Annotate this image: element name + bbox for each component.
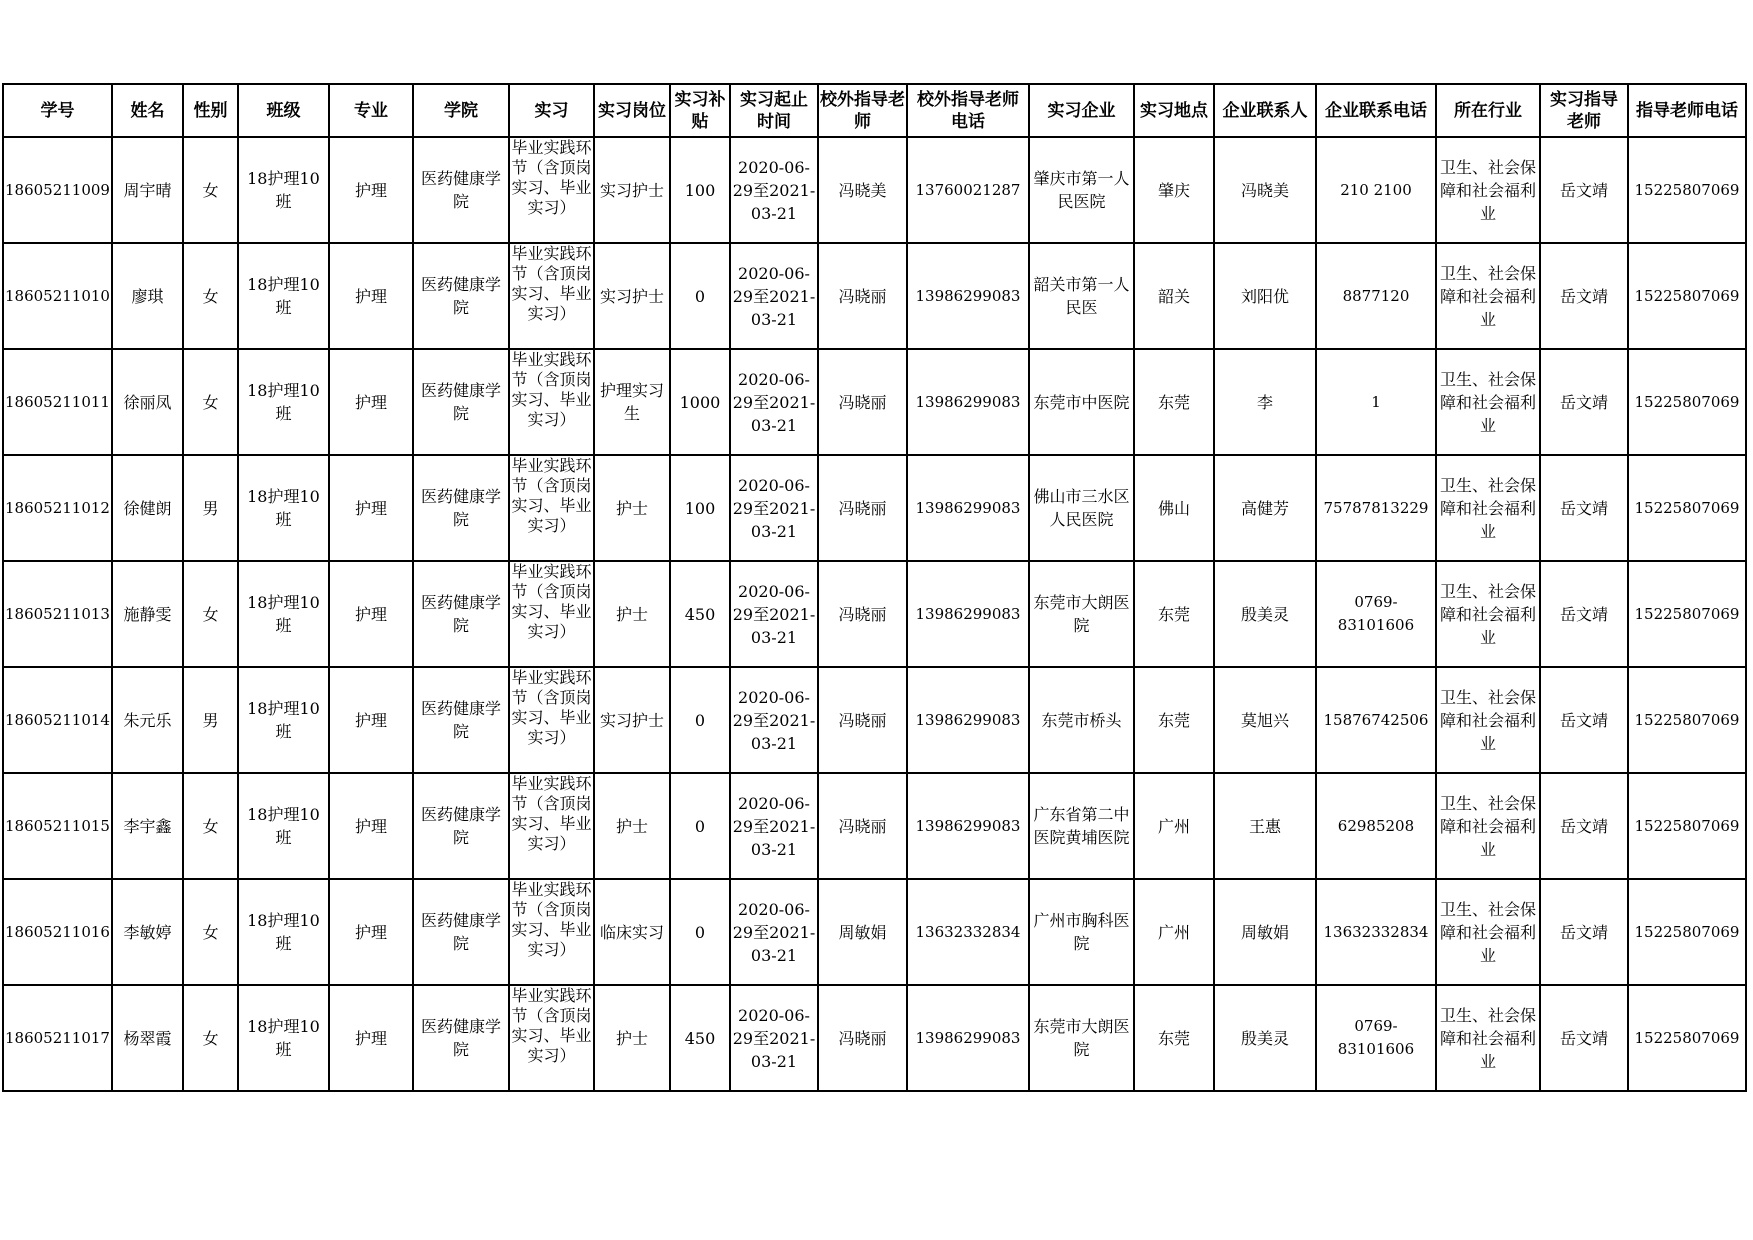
major-cell: 护理: [329, 561, 413, 667]
student-id-cell: 18605211011: [3, 349, 112, 455]
company-contact-cell: 王惠: [1214, 773, 1316, 879]
student-id-cell: 18605211014: [3, 667, 112, 773]
teacher-phone-cell: 15225807069: [1628, 879, 1746, 985]
internship-type-text: 毕业实践环节（含顶岗实习、毕业实习）: [511, 774, 592, 853]
student-name-cell: 施静雯: [112, 561, 183, 667]
table-row: [3, 349, 1746, 455]
teacher-cell: 岳文靖: [1540, 879, 1628, 985]
column-header: 校外指导老师电话: [907, 84, 1029, 137]
external-teacher-phone-cell: 13986299083: [907, 349, 1029, 455]
teacher-cell: 岳文靖: [1540, 667, 1628, 773]
period-cell: 2020-06-29至2021-03-21: [730, 985, 818, 1091]
company-cell: 东莞市大朗医院: [1029, 985, 1134, 1091]
industry-cell: 卫生、社会保障和社会福利业: [1436, 773, 1540, 879]
external-teacher-phone-cell: 13986299083: [907, 667, 1029, 773]
header-row: [3, 84, 1746, 137]
location-cell: 东莞: [1134, 349, 1214, 455]
external-teacher-cell: 冯晓丽: [818, 243, 907, 349]
column-header: 姓名: [112, 84, 183, 137]
company-phone-cell: 1: [1316, 349, 1436, 455]
period-cell: 2020-06-29至2021-03-21: [730, 455, 818, 561]
college-cell: 医药健康学院: [413, 773, 509, 879]
gender-cell: 女: [183, 879, 238, 985]
teacher-phone-cell: 15225807069: [1628, 985, 1746, 1091]
company-contact-cell: 周敏娟: [1214, 879, 1316, 985]
company-contact-cell: 冯晓美: [1214, 137, 1316, 243]
external-teacher-cell: 冯晓丽: [818, 985, 907, 1091]
major-cell: 护理: [329, 455, 413, 561]
column-header: 专业: [329, 84, 413, 137]
internship-type-cell: [509, 349, 594, 455]
class-cell: 18护理10班: [238, 985, 329, 1091]
subsidy-cell: 0: [670, 879, 730, 985]
student-name-cell: 朱元乐: [112, 667, 183, 773]
industry-cell: 卫生、社会保障和社会福利业: [1436, 667, 1540, 773]
period-cell: 2020-06-29至2021-03-21: [730, 561, 818, 667]
teacher-phone-cell: 15225807069: [1628, 243, 1746, 349]
post-cell: 护士: [594, 773, 670, 879]
company-phone-cell: 13632332834: [1316, 879, 1436, 985]
class-cell: 18护理10班: [238, 561, 329, 667]
company-contact-cell: 刘阳优: [1214, 243, 1316, 349]
table-body: [3, 137, 1746, 1091]
external-teacher-phone-cell: 13986299083: [907, 773, 1029, 879]
internship-type-text: 毕业实践环节（含顶岗实习、毕业实习）: [511, 456, 592, 535]
subsidy-cell: 100: [670, 137, 730, 243]
period-cell: 2020-06-29至2021-03-21: [730, 243, 818, 349]
subsidy-cell: 0: [670, 243, 730, 349]
column-header: 校外指导老师: [818, 84, 907, 137]
post-cell: 护理实习生: [594, 349, 670, 455]
company-phone-cell: 15876742506: [1316, 667, 1436, 773]
company-cell: 广州市胸科医院: [1029, 879, 1134, 985]
student-id-cell: 18605211017: [3, 985, 112, 1091]
gender-cell: 女: [183, 243, 238, 349]
major-cell: 护理: [329, 243, 413, 349]
major-cell: 护理: [329, 667, 413, 773]
college-cell: 医药健康学院: [413, 137, 509, 243]
subsidy-cell: 1000: [670, 349, 730, 455]
location-cell: 东莞: [1134, 667, 1214, 773]
student-name-cell: 杨翠霞: [112, 985, 183, 1091]
gender-cell: 女: [183, 561, 238, 667]
period-cell: 2020-06-29至2021-03-21: [730, 773, 818, 879]
internship-type-cell: [509, 985, 594, 1091]
internship-table: [2, 83, 1747, 1092]
column-header: 班级: [238, 84, 329, 137]
column-header: 性别: [183, 84, 238, 137]
teacher-cell: 岳文靖: [1540, 349, 1628, 455]
class-cell: 18护理10班: [238, 667, 329, 773]
student-id-cell: 18605211010: [3, 243, 112, 349]
college-cell: 医药健康学院: [413, 349, 509, 455]
student-id-cell: 18605211009: [3, 137, 112, 243]
student-name-cell: 徐丽凤: [112, 349, 183, 455]
company-cell: 佛山市三水区人民医院: [1029, 455, 1134, 561]
location-cell: 韶关: [1134, 243, 1214, 349]
location-cell: 肇庆: [1134, 137, 1214, 243]
column-header: 学号: [3, 84, 112, 137]
column-header: 企业联系电话: [1316, 84, 1436, 137]
internship-type-cell: [509, 561, 594, 667]
major-cell: 护理: [329, 879, 413, 985]
company-contact-cell: 高健芳: [1214, 455, 1316, 561]
subsidy-cell: 0: [670, 667, 730, 773]
gender-cell: 女: [183, 773, 238, 879]
internship-type-text: 毕业实践环节（含顶岗实习、毕业实习）: [511, 668, 592, 747]
internship-type-cell: [509, 879, 594, 985]
internship-sheet: [2, 83, 1747, 1092]
company-contact-cell: 李: [1214, 349, 1316, 455]
table-row: [3, 667, 1746, 773]
gender-cell: 女: [183, 137, 238, 243]
company-cell: 东莞市桥头: [1029, 667, 1134, 773]
teacher-cell: 岳文靖: [1540, 773, 1628, 879]
external-teacher-cell: 冯晓丽: [818, 773, 907, 879]
internship-type-cell: [509, 243, 594, 349]
table-row: [3, 243, 1746, 349]
college-cell: 医药健康学院: [413, 243, 509, 349]
internship-type-cell: [509, 137, 594, 243]
internship-type-cell: [509, 455, 594, 561]
table-row: [3, 773, 1746, 879]
teacher-cell: 岳文靖: [1540, 455, 1628, 561]
company-cell: 肇庆市第一人民医院: [1029, 137, 1134, 243]
industry-cell: 卫生、社会保障和社会福利业: [1436, 985, 1540, 1091]
college-cell: 医药健康学院: [413, 455, 509, 561]
company-cell: 广东省第二中医院黄埔医院: [1029, 773, 1134, 879]
post-cell: 实习护士: [594, 137, 670, 243]
student-name-cell: 周宇晴: [112, 137, 183, 243]
column-header: 实习起止时间: [730, 84, 818, 137]
post-cell: 实习护士: [594, 667, 670, 773]
company-contact-cell: 殷美灵: [1214, 561, 1316, 667]
internship-type-text: 毕业实践环节（含顶岗实习、毕业实习）: [511, 562, 592, 641]
student-id-cell: 18605211013: [3, 561, 112, 667]
gender-cell: 女: [183, 985, 238, 1091]
column-header: 实习企业: [1029, 84, 1134, 137]
gender-cell: 男: [183, 455, 238, 561]
internship-type-text: 毕业实践环节（含顶岗实习、毕业实习）: [511, 350, 592, 429]
industry-cell: 卫生、社会保障和社会福利业: [1436, 349, 1540, 455]
teacher-phone-cell: 15225807069: [1628, 773, 1746, 879]
post-cell: 护士: [594, 455, 670, 561]
student-id-cell: 18605211015: [3, 773, 112, 879]
location-cell: 广州: [1134, 773, 1214, 879]
external-teacher-cell: 冯晓丽: [818, 561, 907, 667]
external-teacher-phone-cell: 13986299083: [907, 985, 1029, 1091]
company-phone-cell: 0769-83101606: [1316, 985, 1436, 1091]
gender-cell: 男: [183, 667, 238, 773]
period-cell: 2020-06-29至2021-03-21: [730, 349, 818, 455]
table-row: [3, 455, 1746, 561]
student-name-cell: 廖琪: [112, 243, 183, 349]
table-row: [3, 879, 1746, 985]
teacher-phone-cell: 15225807069: [1628, 137, 1746, 243]
teacher-cell: 岳文靖: [1540, 243, 1628, 349]
column-header: 学院: [413, 84, 509, 137]
company-phone-cell: 0769-83101606: [1316, 561, 1436, 667]
company-cell: 韶关市第一人民医: [1029, 243, 1134, 349]
subsidy-cell: 100: [670, 455, 730, 561]
gender-cell: 女: [183, 349, 238, 455]
class-cell: 18护理10班: [238, 349, 329, 455]
company-phone-cell: 210 2100: [1316, 137, 1436, 243]
external-teacher-phone-cell: 13986299083: [907, 561, 1029, 667]
location-cell: 佛山: [1134, 455, 1214, 561]
teacher-cell: 岳文靖: [1540, 985, 1628, 1091]
class-cell: 18护理10班: [238, 455, 329, 561]
external-teacher-phone-cell: 13760021287: [907, 137, 1029, 243]
class-cell: 18护理10班: [238, 243, 329, 349]
post-cell: 护士: [594, 985, 670, 1091]
period-cell: 2020-06-29至2021-03-21: [730, 879, 818, 985]
teacher-phone-cell: 15225807069: [1628, 667, 1746, 773]
company-phone-cell: 62985208: [1316, 773, 1436, 879]
college-cell: 医药健康学院: [413, 985, 509, 1091]
location-cell: 东莞: [1134, 985, 1214, 1091]
company-cell: 东莞市中医院: [1029, 349, 1134, 455]
post-cell: 实习护士: [594, 243, 670, 349]
college-cell: 医药健康学院: [413, 667, 509, 773]
company-contact-cell: 殷美灵: [1214, 985, 1316, 1091]
student-name-cell: 李敏婷: [112, 879, 183, 985]
column-header: 指导老师电话: [1628, 84, 1746, 137]
post-cell: 护士: [594, 561, 670, 667]
external-teacher-phone-cell: 13632332834: [907, 879, 1029, 985]
teacher-cell: 岳文靖: [1540, 137, 1628, 243]
class-cell: 18护理10班: [238, 879, 329, 985]
major-cell: 护理: [329, 773, 413, 879]
period-cell: 2020-06-29至2021-03-21: [730, 667, 818, 773]
column-header: 实习地点: [1134, 84, 1214, 137]
company-contact-cell: 莫旭兴: [1214, 667, 1316, 773]
subsidy-cell: 450: [670, 985, 730, 1091]
internship-type-text: 毕业实践环节（含顶岗实习、毕业实习）: [511, 880, 592, 959]
location-cell: 广州: [1134, 879, 1214, 985]
industry-cell: 卫生、社会保障和社会福利业: [1436, 243, 1540, 349]
internship-type-text: 毕业实践环节（含顶岗实习、毕业实习）: [511, 138, 592, 217]
subsidy-cell: 450: [670, 561, 730, 667]
major-cell: 护理: [329, 137, 413, 243]
company-phone-cell: 8877120: [1316, 243, 1436, 349]
external-teacher-phone-cell: 13986299083: [907, 243, 1029, 349]
major-cell: 护理: [329, 349, 413, 455]
column-header: 企业联系人: [1214, 84, 1316, 137]
external-teacher-cell: 冯晓丽: [818, 349, 907, 455]
external-teacher-cell: 冯晓丽: [818, 667, 907, 773]
industry-cell: 卫生、社会保障和社会福利业: [1436, 879, 1540, 985]
location-cell: 东莞: [1134, 561, 1214, 667]
student-name-cell: 徐健朗: [112, 455, 183, 561]
external-teacher-cell: 冯晓丽: [818, 455, 907, 561]
college-cell: 医药健康学院: [413, 879, 509, 985]
column-header: 实习补贴: [670, 84, 730, 137]
teacher-cell: 岳文靖: [1540, 561, 1628, 667]
teacher-phone-cell: 15225807069: [1628, 561, 1746, 667]
industry-cell: 卫生、社会保障和社会福利业: [1436, 561, 1540, 667]
period-cell: 2020-06-29至2021-03-21: [730, 137, 818, 243]
college-cell: 医药健康学院: [413, 561, 509, 667]
column-header: 实习指导老师: [1540, 84, 1628, 137]
column-header: 所在行业: [1436, 84, 1540, 137]
post-cell: 临床实习: [594, 879, 670, 985]
student-id-cell: 18605211016: [3, 879, 112, 985]
teacher-phone-cell: 15225807069: [1628, 455, 1746, 561]
company-cell: 东莞市大朗医院: [1029, 561, 1134, 667]
class-cell: 18护理10班: [238, 137, 329, 243]
table-row: [3, 985, 1746, 1091]
internship-type-cell: [509, 773, 594, 879]
external-teacher-cell: 冯晓美: [818, 137, 907, 243]
subsidy-cell: 0: [670, 773, 730, 879]
table-row: [3, 561, 1746, 667]
teacher-phone-cell: 15225807069: [1628, 349, 1746, 455]
student-name-cell: 李宇鑫: [112, 773, 183, 879]
class-cell: 18护理10班: [238, 773, 329, 879]
internship-type-text: 毕业实践环节（含顶岗实习、毕业实习）: [511, 986, 592, 1065]
column-header: 实习岗位: [594, 84, 670, 137]
company-phone-cell: 75787813229: [1316, 455, 1436, 561]
table-row: [3, 137, 1746, 243]
major-cell: 护理: [329, 985, 413, 1091]
industry-cell: 卫生、社会保障和社会福利业: [1436, 137, 1540, 243]
student-id-cell: 18605211012: [3, 455, 112, 561]
industry-cell: 卫生、社会保障和社会福利业: [1436, 455, 1540, 561]
internship-type-text: 毕业实践环节（含顶岗实习、毕业实习）: [511, 244, 592, 323]
internship-type-cell: [509, 667, 594, 773]
column-header: 实习: [509, 84, 594, 137]
external-teacher-phone-cell: 13986299083: [907, 455, 1029, 561]
external-teacher-cell: 周敏娟: [818, 879, 907, 985]
